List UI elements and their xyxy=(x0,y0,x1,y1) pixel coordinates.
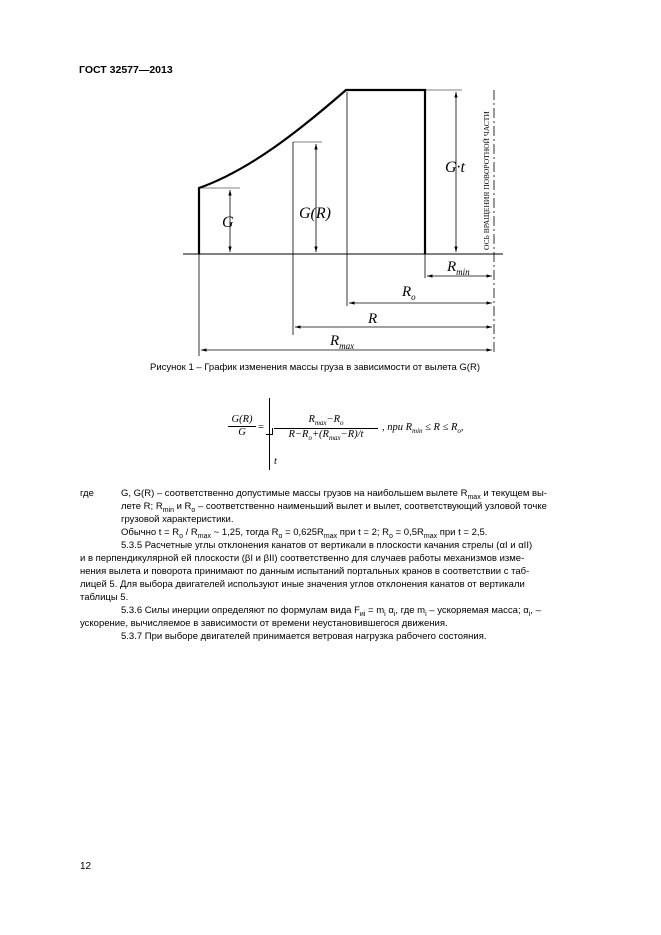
p535-line2: и в перпендикулярной ей плоскости (βI и βII) соответственно для случаев работы механизмов изме- xyxy=(80,553,525,564)
label-rmax: R xyxy=(330,333,340,349)
formula-block xyxy=(222,398,522,470)
svg-text:Rmin xyxy=(446,259,470,277)
label-ro: R xyxy=(402,284,412,300)
svg-text:Ro xyxy=(401,284,416,302)
document-header: ГОСТ 32577—2013 xyxy=(79,64,173,76)
label-rmax-sub: max xyxy=(339,341,355,351)
p536-line1: 5.3.6 Силы инерции определяют по формулам вида $F_{иi} = m_i$ $\alpha_i$, где $m_i$ – ускоряемая масса; $\alpha_i$, – xyxy=(121,605,541,618)
p537-line: 5.3.7 При выборе двигателей принимается ветровая нагрузка рабочего состояния. xyxy=(121,631,487,642)
where-line3: грузовой характеристики. xyxy=(121,514,234,525)
formula-case2: t xyxy=(274,456,277,467)
where-label: где xyxy=(80,488,94,499)
label-r: R xyxy=(368,311,378,327)
formula-eq: = xyxy=(258,422,264,433)
where-line1: G, G(R) – соответственно допустимые массы грузов на наибольшем вылете $R_{max}$ и текущем вы- xyxy=(121,488,548,501)
label-rmin: R xyxy=(447,259,457,275)
usually-line: Обычно $t = R_o / R_{max}$ ~ 1,25, тогда $R_o = 0,625R_{max}$ при t = 2; $R_o = 0,5R_{max}$ при t = 2,5. xyxy=(121,527,488,540)
formula-lhs-den: G xyxy=(238,427,246,438)
p535-line4: лицей 5. Для выбора двигателей используют иные значения углов отклонения канатов от вертикали xyxy=(80,579,525,590)
p536-line2: ускорение, вычисляемое в зависимости от времени неустановившегося движения. xyxy=(80,618,448,629)
svg-text:Rmax xyxy=(329,333,354,351)
p535-line5: таблицы 5. xyxy=(80,592,129,603)
label-gt: G·t xyxy=(445,159,465,176)
formula-case1-den: $R-R_o+(R_{max}-R)/t$ xyxy=(288,429,364,443)
load-chart-figure xyxy=(0,0,661,360)
label-gr: G(R) xyxy=(299,205,331,222)
page-number: 12 xyxy=(80,861,92,872)
figure-caption: Рисунок 1 – График изменения массы груза в зависимости от вылета G(R) xyxy=(150,362,480,373)
label-g: G xyxy=(222,214,234,231)
label-rmin-sub: min xyxy=(456,267,470,277)
where-line2: лете R; $R_{min}$ и $R_o$ – соответственно наименьший вылет и вылет, соответствующий узловой точке xyxy=(121,501,547,514)
label-ro-sub: o xyxy=(411,292,416,302)
formula-condition: , при $R_{min} \le R \le R_o$, xyxy=(382,422,464,436)
p535-line3: нения вылета и поворота принимают по данным испытаний портальных кранов в соответствии с таб- xyxy=(80,566,530,577)
p535-line1: 5.3.5 Расчетные углы отклонения канатов от вертикали в плоскости качания стрелы (αI и αII) xyxy=(121,540,533,551)
formula-lhs-num: G(R) xyxy=(228,414,256,427)
formula-case1-num: $R_{max}-R_o$ xyxy=(274,414,378,429)
label-rotation-axis: ОСЬ ВРАЩЕНИЯ ПОВОРОТНОЙ ЧАСТИ xyxy=(482,111,491,250)
